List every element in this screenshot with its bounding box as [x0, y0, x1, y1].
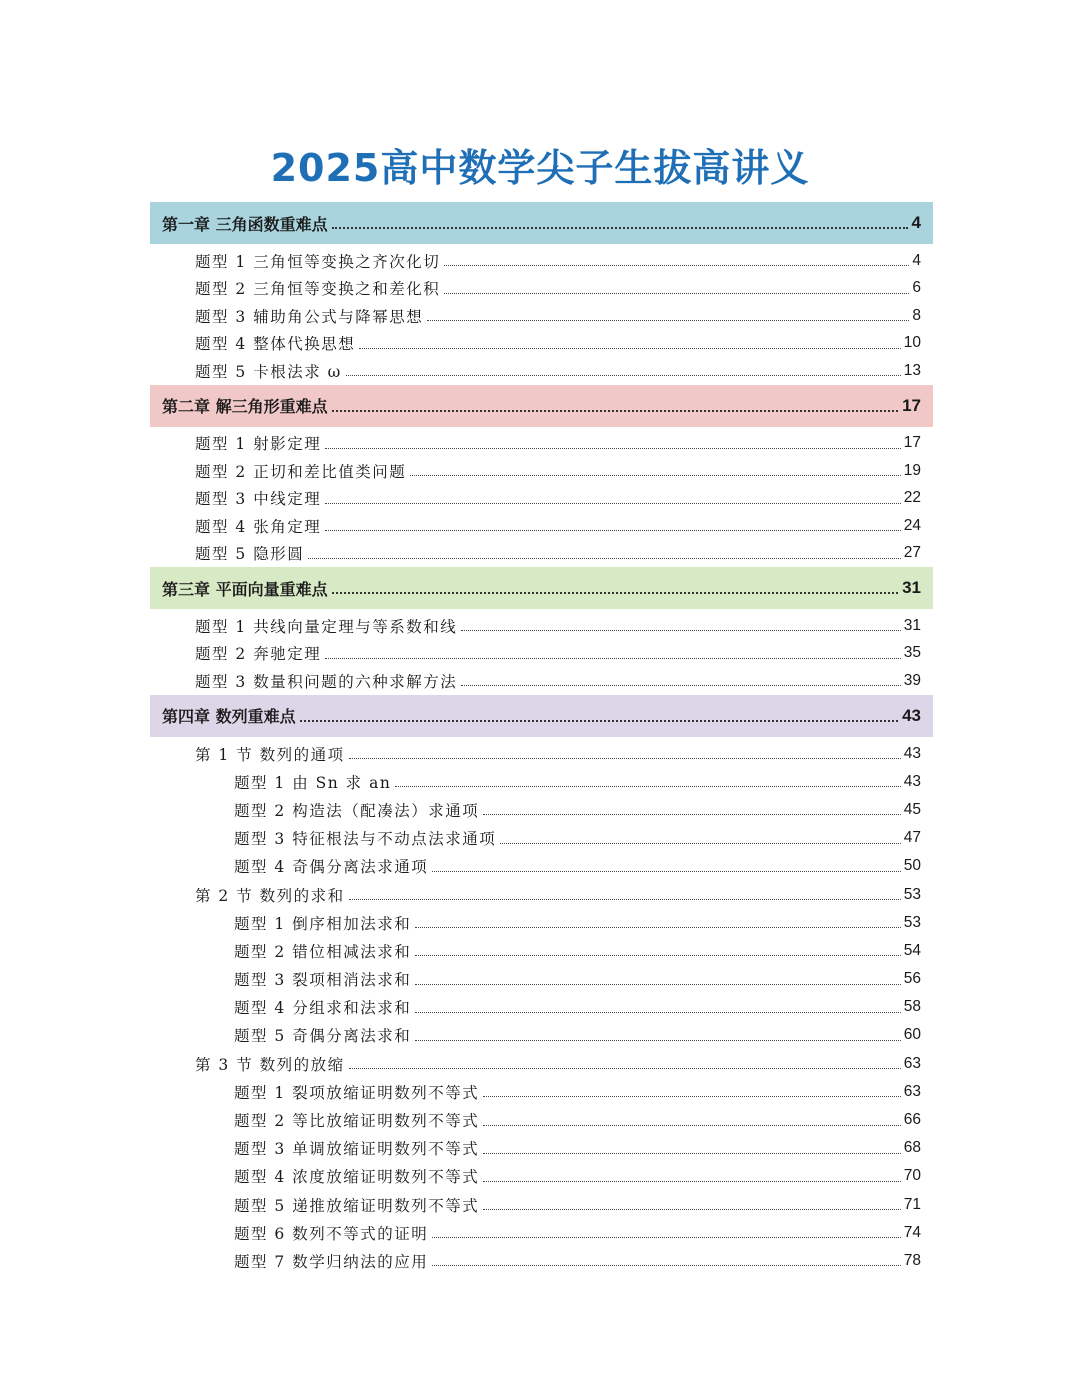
- item-label: 题型 2 错位相减法求和: [234, 942, 412, 961]
- page-number: 45: [903, 800, 921, 818]
- item-label: 题型 2 奔驰定理: [195, 645, 322, 664]
- toc-item[interactable]: [150, 909, 933, 937]
- item-label: 题型 3 中线定理: [195, 490, 322, 509]
- toc-item[interactable]: [150, 1247, 933, 1275]
- toc-item[interactable]: [150, 612, 933, 640]
- page-number: 74: [903, 1223, 921, 1241]
- toc-item[interactable]: [150, 640, 933, 668]
- toc-item[interactable]: [150, 247, 933, 275]
- page-number: 27: [903, 544, 921, 562]
- page-number: 17: [903, 434, 921, 452]
- dot-leader: [432, 871, 901, 872]
- dot-leader: [483, 1209, 901, 1210]
- item-label: 题型 3 辅助角公式与降幂思想: [195, 307, 424, 326]
- page-number: 39: [903, 671, 921, 689]
- dot-leader: [325, 503, 901, 504]
- page-number: 8: [912, 306, 921, 324]
- page-number: 56: [903, 970, 921, 988]
- dot-leader: [308, 558, 901, 559]
- toc-item[interactable]: [150, 275, 933, 303]
- item-label: 题型 2 正切和差比值类问题: [195, 462, 407, 481]
- section-label: 第 2 节 数列的求和: [195, 886, 345, 905]
- toc-item[interactable]: [150, 824, 933, 852]
- chapter-label: 第一章 三角函数重难点: [162, 214, 328, 234]
- page-number: 43: [902, 705, 921, 725]
- dot-leader: [332, 592, 899, 594]
- dot-leader: [415, 955, 901, 956]
- dot-leader: [427, 320, 909, 321]
- dot-leader: [444, 265, 909, 266]
- dot-leader: [483, 1096, 901, 1097]
- toc-item[interactable]: [150, 667, 933, 695]
- page-number: 17: [902, 395, 921, 415]
- item-label: 题型 5 奇偶分离法求和: [234, 1027, 412, 1046]
- item-label: 题型 3 单调放缩证明数列不等式: [234, 1140, 480, 1159]
- item-label: 题型 2 等比放缩证明数列不等式: [234, 1112, 480, 1131]
- toc-item[interactable]: [150, 965, 933, 993]
- dot-leader: [461, 630, 901, 631]
- page-number: 4: [911, 213, 921, 232]
- dot-leader: [359, 348, 901, 349]
- dot-leader: [432, 1237, 901, 1238]
- page-number: 60: [903, 1026, 921, 1044]
- toc-item[interactable]: [150, 1191, 933, 1219]
- dot-leader: [500, 843, 901, 844]
- toc-item[interactable]: [150, 796, 933, 824]
- page-number: 68: [903, 1139, 921, 1157]
- dot-leader: [415, 1040, 901, 1041]
- item-label: 题型 5 卡根法求 ω: [195, 362, 342, 381]
- item-label: 题型 4 奇偶分离法求通项: [234, 858, 429, 877]
- toc-item[interactable]: [150, 1162, 933, 1190]
- item-label: 题型 4 整体代换思想: [195, 335, 356, 354]
- chapter-label: 第四章 数列重难点: [162, 707, 296, 726]
- page-number: 13: [903, 361, 921, 379]
- page-number: 54: [903, 941, 921, 959]
- item-label: 题型 3 数量积问题的六种求解方法: [195, 672, 458, 691]
- dot-leader: [332, 227, 908, 229]
- section-1-heading[interactable]: [150, 740, 933, 768]
- section-label: 第 1 节 数列的通项: [195, 745, 345, 764]
- section-3-heading[interactable]: [150, 1050, 933, 1078]
- dot-leader: [415, 984, 901, 985]
- page-number: 10: [903, 334, 921, 352]
- chapter-4-heading[interactable]: [150, 695, 933, 737]
- dot-leader: [461, 685, 901, 686]
- dot-leader: [349, 758, 901, 759]
- page-number: 43: [903, 772, 921, 790]
- page-number: 43: [903, 744, 921, 762]
- page-number: 63: [903, 1054, 921, 1072]
- page-number: 22: [903, 489, 921, 507]
- page-number: 4: [912, 251, 921, 269]
- item-label: 题型 1 裂项放缩证明数列不等式: [234, 1083, 480, 1102]
- toc-item[interactable]: [150, 768, 933, 796]
- dot-leader: [325, 658, 901, 659]
- page-number: 50: [903, 857, 921, 875]
- page-number: 19: [903, 461, 921, 479]
- dot-leader: [349, 1068, 901, 1069]
- page-number: 63: [903, 1082, 921, 1100]
- page-number: 78: [903, 1251, 921, 1269]
- toc-item[interactable]: [150, 330, 933, 358]
- section-label: 第 3 节 数列的放缩: [195, 1055, 345, 1074]
- item-label: 题型 1 倒序相加法求和: [234, 914, 412, 933]
- item-label: 题型 2 构造法（配凑法）求通项: [234, 801, 480, 820]
- toc-item[interactable]: [150, 1078, 933, 1106]
- toc-item[interactable]: [150, 1021, 933, 1049]
- toc-item[interactable]: [150, 937, 933, 965]
- item-label: 题型 3 特征根法与不动点法求通项: [234, 830, 497, 849]
- page-number: 24: [903, 516, 921, 534]
- page-number: 47: [903, 829, 921, 847]
- table-of-contents: [150, 202, 933, 1275]
- chapter-2-heading[interactable]: [150, 385, 933, 427]
- item-label: 题型 1 三角恒等变换之齐次化切: [195, 252, 441, 271]
- dot-leader: [349, 899, 901, 900]
- chapter-1-heading[interactable]: [150, 202, 933, 244]
- toc-item[interactable]: [150, 357, 933, 385]
- dot-leader: [300, 720, 899, 722]
- dot-leader: [444, 293, 909, 294]
- page-title: 2025高中数学尖子生拔高讲义: [270, 146, 810, 190]
- dot-leader: [483, 1153, 901, 1154]
- page-number: 31: [902, 578, 921, 597]
- section-2-heading[interactable]: [150, 880, 933, 908]
- dot-leader: [325, 530, 901, 531]
- page-number: 71: [903, 1195, 921, 1213]
- dot-leader: [415, 1012, 901, 1013]
- toc-item[interactable]: [150, 430, 933, 458]
- item-label: 题型 3 裂项相消法求和: [234, 971, 412, 990]
- item-label: 题型 4 张角定理: [195, 517, 322, 536]
- toc-item[interactable]: [150, 1219, 933, 1247]
- toc-item[interactable]: [150, 852, 933, 880]
- item-label: 题型 4 分组求和法求和: [234, 999, 412, 1018]
- chapter-3-heading[interactable]: [150, 567, 933, 609]
- toc-item[interactable]: [150, 485, 933, 513]
- item-label: 题型 7 数学归纳法的应用: [234, 1252, 429, 1271]
- toc-item[interactable]: [150, 302, 933, 330]
- page-number: 53: [903, 885, 921, 903]
- item-label: 题型 5 隐形圆: [195, 545, 305, 564]
- toc-item[interactable]: [150, 1134, 933, 1162]
- dot-leader: [483, 814, 901, 815]
- page-number: 35: [903, 644, 921, 662]
- toc-item[interactable]: [150, 457, 933, 485]
- item-label: 题型 5 递推放缩证明数列不等式: [234, 1196, 480, 1215]
- page-number: 66: [903, 1111, 921, 1129]
- dot-leader: [395, 786, 900, 787]
- dot-leader: [415, 927, 901, 928]
- page-number: 53: [903, 913, 921, 931]
- toc-item[interactable]: [150, 512, 933, 540]
- dot-leader: [325, 448, 901, 449]
- page-number: 58: [903, 998, 921, 1016]
- dot-leader: [346, 375, 901, 376]
- dot-leader: [483, 1125, 901, 1126]
- chapter-label: 第三章 平面向量重难点: [162, 579, 328, 599]
- item-label: 题型 1 共线向量定理与等系数和线: [195, 617, 458, 636]
- chapter-label: 第二章 解三角形重难点: [162, 397, 328, 416]
- page-number: 6: [912, 279, 921, 297]
- toc-item[interactable]: [150, 540, 933, 568]
- item-label: 题型 4 浓度放缩证明数列不等式: [234, 1168, 480, 1187]
- dot-leader: [432, 1265, 901, 1266]
- dot-leader: [483, 1181, 901, 1182]
- dot-leader: [410, 475, 901, 476]
- toc-item[interactable]: [150, 993, 933, 1021]
- item-label: 题型 1 由 Sn 求 an: [234, 773, 392, 792]
- item-label: 题型 6 数列不等式的证明: [234, 1224, 429, 1243]
- item-label: 题型 1 射影定理: [195, 435, 322, 454]
- page-number: 31: [903, 616, 921, 634]
- page-number: 70: [903, 1167, 921, 1185]
- toc-item[interactable]: [150, 1106, 933, 1134]
- item-label: 题型 2 三角恒等变换之和差化积: [195, 280, 441, 299]
- dot-leader: [332, 410, 899, 412]
